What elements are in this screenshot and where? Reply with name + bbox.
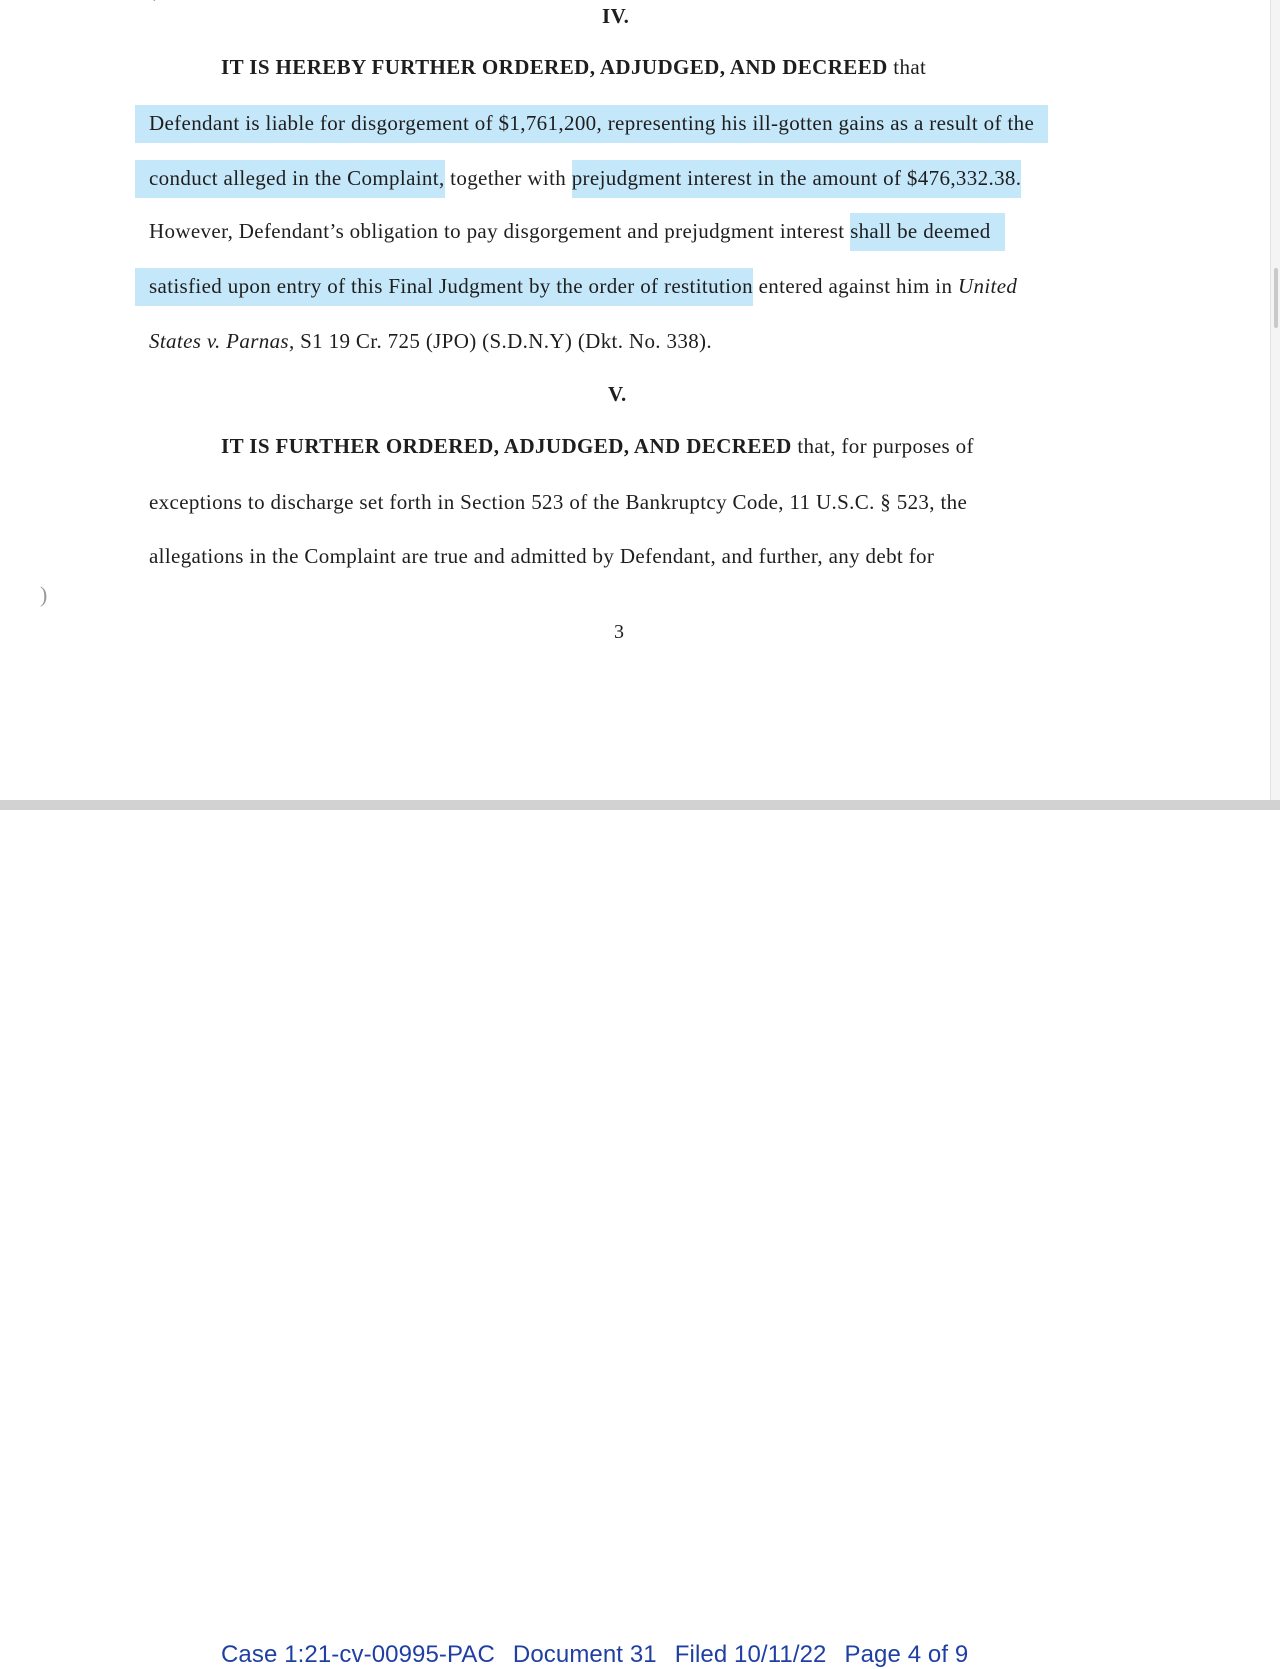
line-2-plain: together with — [444, 166, 572, 190]
scan-speck: · — [152, 0, 157, 9]
line-3-plain: However, Defendant’s obligation to pay disgorgement and prejudgment interest — [149, 219, 851, 243]
section-iv-heading: IV. — [602, 4, 630, 28]
section-iv-order-tail: that — [887, 55, 927, 79]
line-4-plain: entered against him in — [753, 274, 958, 298]
section-v-order-line — [221, 434, 974, 459]
line-4-italic: United — [957, 274, 1018, 298]
section-v-order-tail: that, for purposes of — [791, 434, 974, 458]
stamp-page-count: Page 4 of 9 — [844, 1641, 969, 1668]
highlight-prejudgment-interest[interactable]: prejudgment interest in the amount of $476,332.38. — [572, 160, 1022, 198]
case-citation-plain: S1 19 Cr. 725 (JPO) (S.D.N.Y) (Dkt. No. 338). — [294, 329, 712, 353]
section-iv-line-5 — [149, 329, 712, 354]
highlight-satisfied-upon-entry[interactable]: satisfied upon entry of this Final Judgment by the order of restitution — [135, 268, 753, 306]
highlight-conduct-alleged[interactable]: conduct alleged in the Complaint, — [135, 160, 445, 198]
section-v-line-3: allegations in the Complaint are true and admitted by Defendant, and further, any debt for — [149, 544, 935, 568]
stamp-case-number: Case 1:21-cv-00995-PAC — [221, 1641, 495, 1668]
section-iv-line-2 — [149, 166, 1021, 191]
next-page-header — [0, 810, 1280, 1668]
scan-mark: ) — [40, 582, 48, 607]
vertical-scrollbar[interactable] — [1270, 0, 1280, 800]
stamp-filed-date: Filed 10/11/22 — [674, 1641, 827, 1668]
section-iv-order-line — [221, 55, 926, 80]
highlight-shall-be-deemed[interactable]: shall be deemed — [850, 213, 1005, 251]
section-iv-line-4 — [149, 274, 1017, 299]
section-iv-line-1 — [149, 111, 1048, 136]
case-citation-italic: States v. Parnas, — [149, 329, 295, 353]
document-page — [0, 0, 1270, 800]
scrollbar-thumb[interactable] — [1274, 268, 1278, 328]
highlight-disgorgement[interactable]: Defendant is liable for disgorgement of $1,761,200, representing his ill-gotten gains as a result of the — [135, 105, 1048, 143]
section-v-line-2: exceptions to discharge set forth in Section 523 of the Bankruptcy Code, 11 U.S.C. § 523, the — [149, 490, 968, 514]
filing-stamp — [221, 1641, 986, 1669]
stamp-document-number: Document 31 — [512, 1641, 657, 1668]
section-iv-order-caps: IT IS HEREBY FURTHER ORDERED, ADJUDGED, AND DECREED — [221, 55, 888, 79]
section-iv-line-3 — [149, 219, 1005, 244]
page-number: 3 — [614, 621, 624, 643]
page-separator — [0, 800, 1280, 810]
section-v-heading: V. — [608, 382, 627, 406]
section-v-order-caps: IT IS FURTHER ORDERED, ADJUDGED, AND DECREED — [221, 434, 792, 458]
